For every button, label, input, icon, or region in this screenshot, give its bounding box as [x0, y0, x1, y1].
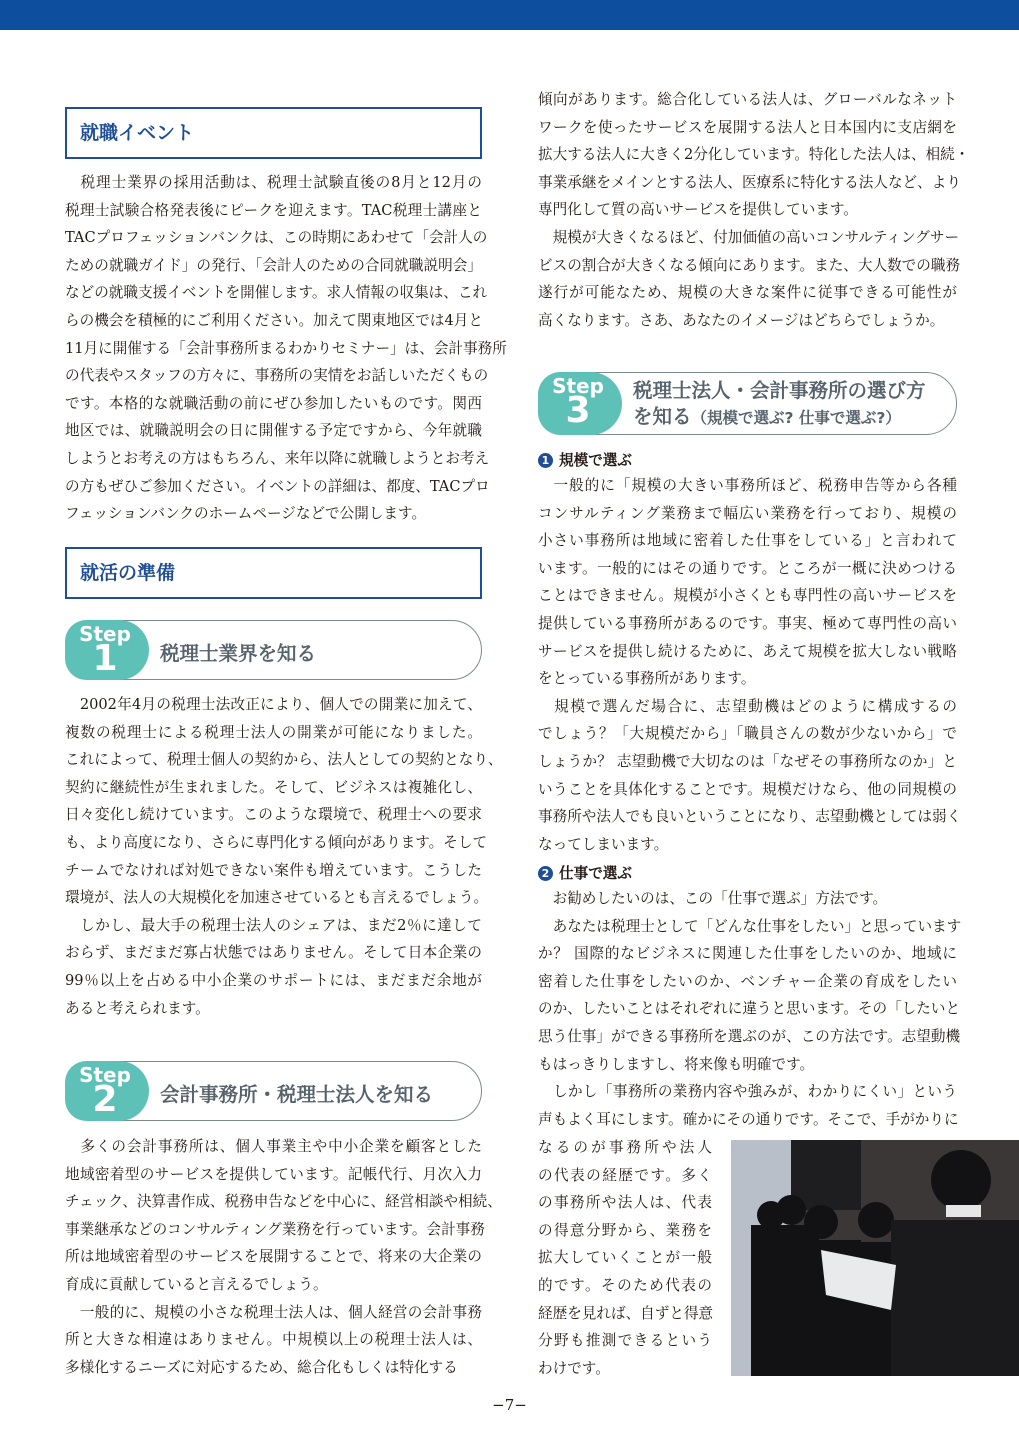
- text-line: 環境が、法人の大規模化を加速させているとも言えるでしょう。: [65, 889, 489, 907]
- section-heading-prep: [65, 547, 482, 599]
- text-line: 99％以上を占める中小企業のサポートには、まだまだ余地が: [65, 971, 482, 989]
- step3-banner: [538, 372, 957, 435]
- text-line: しかし、最大手の税理士法人のシェアは、まだ2％に達して: [65, 916, 482, 934]
- text-line: あると考えられます。: [65, 999, 210, 1017]
- text-line: 多くの会計事務所は、個人事業主や中小企業を顧客とした: [65, 1138, 482, 1155]
- step-label: Step: [79, 1063, 131, 1087]
- section-title: 就活の準備: [80, 562, 176, 584]
- text-line: 所と大きな相違はありません。中規模以上の税理士法人は、: [65, 1331, 482, 1349]
- text-line: しかし「事務所の業務内容や強みが、わかりにくい」という: [538, 1083, 957, 1101]
- work-text-narrow: [538, 1134, 712, 1382]
- text-line: 地域密着型のサービスを提供しています。記帳代行、月次入力: [65, 1165, 482, 1183]
- text-line: 所は地域密着型のサービスを展開することで、将来の大企業の: [65, 1248, 482, 1266]
- text-line: フェッションバンクのホームページなどで公開します。: [65, 505, 427, 523]
- text-line: です。本格的な就職活動の前にぜひ参加したいものです。関西: [65, 394, 482, 412]
- text-line: 経歴を見れば、自ずと得意: [538, 1304, 714, 1322]
- text-line: も、より高度になり、さらに専門化する傾向があります。そして: [65, 833, 488, 851]
- subheading-title: 仕事で選ぶ: [559, 865, 632, 882]
- step-label: Step: [552, 374, 604, 398]
- text-line: 専門化して質の高いサービスを提供しています。: [538, 201, 858, 219]
- step-badge: [538, 372, 622, 435]
- text-line: お勧めしたいのは、この「仕事で選ぶ」方法です。: [538, 890, 888, 907]
- text-line: の得意分野から、業務を: [538, 1221, 712, 1239]
- text-line: もはっきりしますし、将来像も明確です。: [538, 1055, 815, 1073]
- text-line: 日々変化し続けています。このような環境で、税理士への要求: [65, 806, 482, 824]
- number-badge-icon: 2: [538, 866, 553, 881]
- step-title: 会計事務所・税理士法人を知る: [160, 1083, 434, 1106]
- step-title: 税理士法人・会計事務所の選び方: [633, 379, 926, 402]
- text-line: ための就職ガイド」の発行、「会計人のための合同就職説明会」: [65, 256, 482, 274]
- text-line: か？ 国際的なビジネスに関連した仕事をしたいのか、地域に: [538, 945, 957, 963]
- event-text: [65, 169, 507, 528]
- number-badge-icon: 1: [538, 453, 553, 468]
- text-line: 高くなります。さあ、あなたのイメージはどちらでしょうか。: [538, 311, 945, 329]
- right-top-text: [538, 86, 970, 334]
- subheading-scale: [538, 449, 632, 470]
- text-line: チェック、決算書作成、税務申告などを中心に、経営相談や相続、: [65, 1193, 502, 1211]
- text-line: これによって、税理士個人の契約から、法人としての契約となり、: [65, 751, 503, 769]
- text-line: います。一般的にはその通りです。ところが一概に決めつける: [538, 559, 957, 577]
- text-line: 声もよく耳にします。確かにその通りです。そこで、手がかりに: [538, 1110, 959, 1128]
- step-badge: [65, 620, 149, 680]
- text-line: の代表やスタッフの方々に、事務所の実情をお話しいただくもの: [65, 367, 489, 385]
- text-line: 小さい事務所は地域に密着した仕事をしている」と言われて: [538, 532, 957, 550]
- text-line: 提供している事務所があるのです。事実、極めて専門性の高い: [538, 614, 957, 632]
- text-line: 税理士試験合格発表後にピークを迎えます。TAC税理士講座と: [65, 201, 482, 219]
- subheading-work: [538, 862, 632, 883]
- step-number: 2: [92, 1079, 118, 1120]
- text-line: らの機会を積極的にご利用ください。加えて関東地区では4月と: [65, 311, 483, 329]
- text-line: 分野も推測できるという: [538, 1332, 712, 1350]
- text-line: 育成に貢献していると言えるでしょう。: [65, 1275, 328, 1293]
- text-line: 密着した仕事をしたいのか、ベンチャー企業の育成をしたい: [538, 972, 957, 990]
- step-number: 1: [92, 638, 118, 679]
- text-line: 契約に継続性が生まれました。そして、ビジネスは複雑化し、: [65, 778, 482, 796]
- text-line: 事務所や法人でも良いということになり、志望動機としては弱く: [538, 808, 962, 826]
- text-line: の方もぜひご参加ください。イベントの詳細は、都度、TACプロ: [65, 477, 490, 495]
- text-line: いうことを具体化することです。規模だけなら、他の同規模の: [538, 780, 957, 798]
- text-line: 規模で選んだ場合に、志望動機はどのように構成するの: [538, 697, 957, 715]
- text-line: をとっている事務所があります。: [538, 670, 756, 688]
- step-number: 3: [565, 390, 591, 431]
- text-line: コンサルティング業務まで幅広い業務を行っており、規模の: [538, 504, 957, 522]
- text-line: 11月に開催する「会計事務所まるわかりセミナー」は、会計事務所: [65, 339, 507, 357]
- text-line: などの就職支援イベントを開催します。求人情報の収集は、これ: [65, 284, 488, 302]
- text-line: の事務所や法人は、代表: [538, 1194, 712, 1212]
- step2-banner: [65, 1061, 482, 1121]
- step1-banner: [65, 620, 482, 680]
- section-title: 就職イベント: [80, 122, 195, 144]
- text-line: のか、したいことはそれぞれに違うと思います。その「したいと: [538, 1000, 961, 1018]
- text-line: 税理士業界の採用活動は、税理士試験直後の8月と12月の: [65, 174, 482, 191]
- text-line: でしょう？「大規模だから」「職員さんの数が少ないから」で: [538, 725, 957, 743]
- step-label: Step: [79, 622, 131, 646]
- text-line: 遂行が可能なため、規模の大きな案件に従事できる可能性が: [538, 284, 957, 302]
- scale-text: [538, 472, 962, 858]
- step2-text: [65, 1133, 502, 1381]
- text-line: あなたは税理士として「どんな仕事をしたい」と思っています: [538, 917, 962, 935]
- header-bar: [0, 0, 1019, 30]
- step-badge: [65, 1061, 149, 1121]
- text-line: 2002年4月の税理士法改正により、個人での開業に加えて、: [65, 696, 482, 713]
- text-line: 事業継承などのコンサルティング業務を行っています。会計事務: [65, 1220, 485, 1238]
- text-line: チームでなければ対処できない案件も増えています。こうした: [65, 861, 482, 879]
- text-line: ことはできません。規模が小さくとも専門性の高いサービスを: [538, 587, 957, 605]
- text-line: 的です。そのため代表の: [538, 1276, 712, 1294]
- text-line: 多様化するニーズに対応するため、総合化もしくは特化する: [65, 1358, 458, 1376]
- text-line: ビスの割合が大きくなる傾向にあります。また、大人数での職務: [538, 256, 961, 274]
- text-line: しようとお考えの方はもちろん、来年以降に就職しようとお考え: [65, 449, 490, 467]
- step-title: 税理士業界を知る: [160, 642, 317, 665]
- text-line: わけです。: [538, 1359, 610, 1377]
- text-line: 一般的に「規模の大きい事務所ほど、税務申告等から各種: [538, 477, 957, 494]
- text-line: 一般的に、規模の小さな税理士法人は、個人経営の会計事務: [65, 1303, 482, 1321]
- job-fair-photo: [731, 1140, 1019, 1376]
- step-subtitle: （規模で選ぶ? 仕事で選ぶ?）: [691, 409, 901, 427]
- text-line: 地区では、就職説明会の日に開催する予定ですから、今年就職: [65, 422, 482, 440]
- text-line: 規模が大きくなるほど、付加価値の高いコンサルティングサー: [538, 228, 960, 246]
- text-line: 事業承継をメインとする法人、医療系に特化する法人など、より: [538, 173, 961, 191]
- work-text: [538, 885, 962, 1133]
- text-line: なってしまいます。: [538, 835, 669, 853]
- step-title-2: を知る: [633, 405, 692, 428]
- text-line: ワークを使ったサービスを展開する法人と日本国内に支店網を: [538, 118, 957, 136]
- step1-text: [65, 691, 503, 1022]
- text-line: 傾向があります。総合化している法人は、グローバルなネット: [538, 91, 957, 108]
- text-line: おらず、まだまだ寡占状態ではありません。そして日本企業の: [65, 944, 482, 962]
- text-line: 複数の税理士による税理士法人の開業が可能になりました。: [65, 723, 482, 741]
- text-line: TACプロフェッションバンクは、この時期にあわせて「会計人の: [65, 229, 488, 247]
- section-heading-event: [65, 107, 482, 159]
- subheading-title: 規模で選ぶ: [559, 452, 632, 469]
- text-line: サービスを提供し続けるために、あえて規模を拡大しない戦略: [538, 642, 957, 660]
- text-line: の代表の経歴です。多く: [538, 1166, 712, 1184]
- text-line: 拡大する法人に大きく2分化しています。特化した法人は、相続・: [538, 146, 970, 164]
- text-line: 拡大していくことが一般: [538, 1249, 712, 1267]
- page-number: −7−: [492, 1396, 527, 1414]
- text-line: なるのが事務所や法人: [538, 1139, 712, 1156]
- text-line: しょうか？ 志望動機で大切なのは「なぜその事務所なのか」と: [538, 752, 957, 770]
- text-line: 思う仕事」ができる事務所を選ぶのが、この方法です。志望動機: [538, 1027, 961, 1045]
